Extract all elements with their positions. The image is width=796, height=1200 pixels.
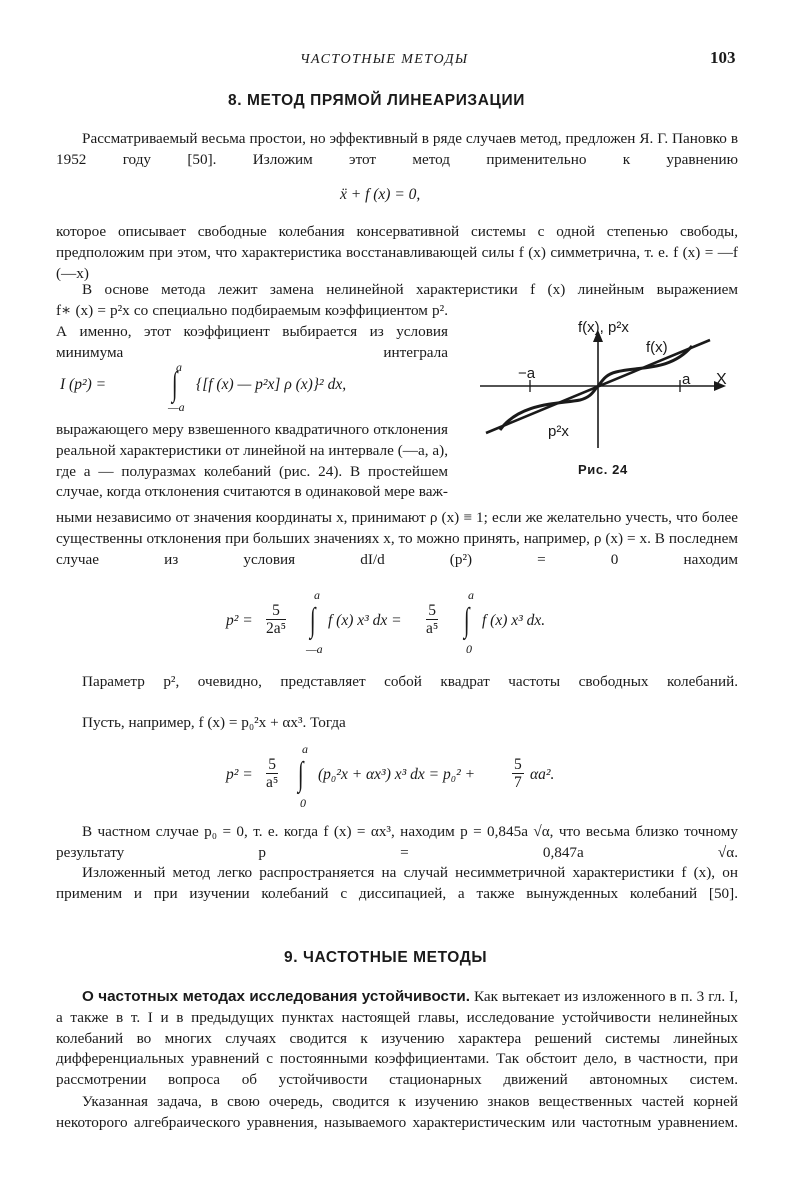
running-title: ЧАСТОТНЫЕ МЕТОДЫ bbox=[300, 52, 469, 67]
figure-caption: Рис. 24 bbox=[578, 462, 628, 477]
minus-a-label: −a bbox=[518, 365, 536, 382]
x-axis-label: X bbox=[716, 371, 727, 388]
paragraph-method-basis-cont: f∗ (x) = p²x со специально подбираемым коэффициентом p². А именно, этот коэффициент выбирается из условия минимума интеграла bbox=[56, 302, 448, 361]
paragraph-intro: Рассматриваемый весьма простои, но эффективный в ряде случаев метод, предложен Я. Г. Пановко в 1952 году [50]. Изложим этот метод применительно к уравнению bbox=[56, 130, 738, 168]
equation-p2-general: p² = $\frac{5}{\text{2a⁵}}$ a ∫ —a f (x) x³ dx = $\frac{5}{\text{a⁵}}$ a ∫ 0 f (x) x³ dx. bbox=[226, 588, 546, 656]
y-axis-label: f(x), p²x bbox=[578, 319, 629, 336]
section-8-title: 8. МЕТОД ПРЯМОЙ ЛИНЕАРИЗАЦИИ bbox=[228, 92, 525, 109]
lead-heading: О частотных методах исследования устойчивости. bbox=[82, 988, 470, 1005]
paragraph-frequency-methods: О частотных методах исследования устойчивости. Как вытекает из изложенного в п. 3 гл. I, а также в т. I и в предыдущих пунктах настоящей главы, исследование устойчивости нелинейных колебаний во многих случаях сводится к изучению характера решений системы линейных дифференциальных уравнений с постоянными коэффициентами. Так обстоит дело, в частности, при рассмотрении вопроса об устойчивости стационарных движений автономных систем. bbox=[56, 988, 738, 1089]
equation-integral-criterion: I (p²) = a ∫ —a {[f (x) — p²x] ρ (x)}² dx, bbox=[60, 360, 347, 414]
paragraph-method-basis: В основе метода лежит замена нелинейной характеристики f (x) линейным выражением bbox=[82, 281, 738, 298]
equation-motion: ẍ + f (x) = 0, bbox=[340, 186, 421, 203]
paragraph-measure: выражающего меру взвешенного квадратичного отклонения реальной характеристики от линейной на интервале (—a, a), где a — полуразмах колебаний (рис. 24). В простейшем случае, когда отклонения считаются в одинаковой мере важ- bbox=[56, 421, 448, 501]
paragraph-conservative: которое описывает свободные колебания консервативной системы с одной степенью свободы, предположим при этом, что характеристика восстанавливающей силы f (x) симметрична, т. е. f (x) = —f (—x) bbox=[56, 223, 738, 282]
paragraph-example: Пусть, например, f (x) = p₀²x + αx³. Тогда bbox=[82, 714, 346, 731]
figure-24 bbox=[470, 318, 740, 458]
section-9-title: 9. ЧАСТОТНЫЕ МЕТОДЫ bbox=[284, 949, 488, 966]
page-number: 103 bbox=[710, 48, 736, 67]
paragraph-extension: Изложенный метод легко распространяется на случай несимметричной характеристики f (x), он применим и при изучении колебаний с диссипацией, а также вынужденных колебаний [50]. bbox=[56, 864, 738, 902]
p2x-label: p²x bbox=[548, 423, 569, 440]
paragraph-weights: ными независимо от значения координаты x, принимают ρ (x) ≡ 1; если же желательно учесть, что более существенны отклонения при больших значениях x, то можно принять, например, ρ (x) = x. В последнем случае из условия dI/d (p²) = 0 находим bbox=[56, 509, 738, 568]
paragraph-characteristic-equation: Указанная задача, в свою очередь, сводится к изучению знаков вещественных частей корней некоторого алгебраического уравнения, называемого характеристическим или частотным уравнением. bbox=[56, 1093, 738, 1131]
paragraph-parameter: Параметр p², очевидно, представляет собой квадрат частоты свободных колебаний. bbox=[82, 673, 738, 690]
a-label: a bbox=[682, 371, 691, 388]
equation-p2-example: p² = $\frac{5}{\text{a⁵}}$ a ∫ 0 (p₀²x + αx³) x³ dx = p₀² + $\frac{5}{7}$ αa². bbox=[226, 742, 555, 810]
paragraph-special-case: В частном случае p₀ = 0, т. е. когда f (x) = αx³, находим p = 0,845a √α, что весьма близко точному результату p = 0,847a √α. bbox=[56, 823, 738, 861]
fx-label: f(x) bbox=[646, 339, 668, 356]
